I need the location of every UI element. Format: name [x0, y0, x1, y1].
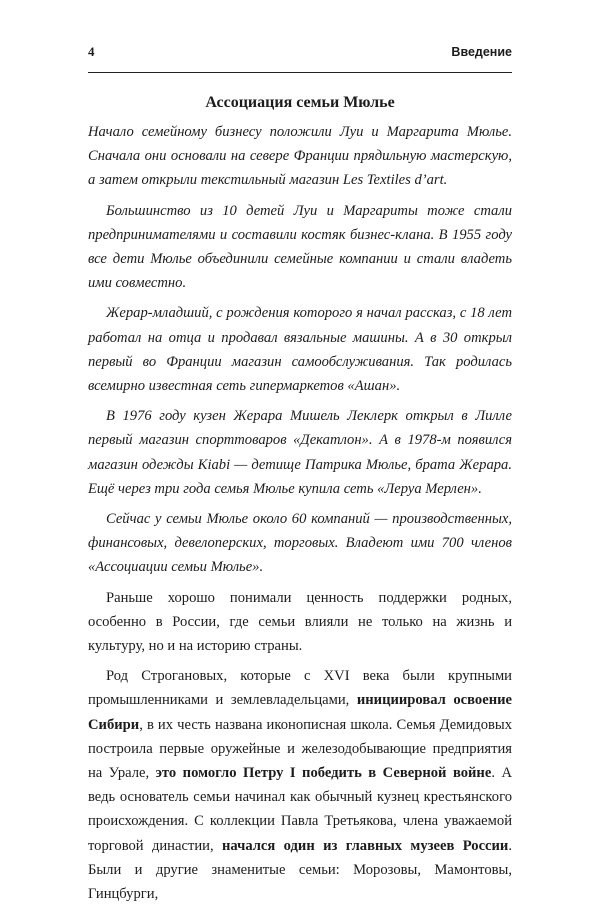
families-bold-1: инициировал освоение Сибири: [88, 692, 512, 733]
italic-paragraph-2: Большинство из 10 детей Луи и Маргариты тоже стали предпринимателями и составили костяк бизнес-клана. В 1955 году все дети Мюлье объединили семейные компании и стали владеть ими совместно.: [88, 202, 512, 292]
italic-paragraph-3: Жерар-младший, с рождения которого я начал рассказ, с 18 лет работал на отца и продавал вязальные машины. А в 30 открыл первый во Франции магазин самообслуживания. Так родилась всемирно известная сеть гипермаркетов «Ашан».: [88, 305, 512, 395]
italic-paragraph-4: В 1976 году кузен Жерара Мишель Леклерк открыл в Лилле первый магазин спорттоваров «Декатлон». А в 1978-м появился магазин одежды Kiabi — детище Патрика Мюлье, брата Жерара. Ещё через три года семья Мюлье купила сеть «Леруа Мерлен».: [88, 408, 512, 497]
page-number: 4: [88, 44, 95, 59]
running-header: [88, 44, 512, 60]
italic-paragraph-1: Начало семейному бизнесу положили Луи и Маргарита Мюлье. Сначала они основали на севере Франции прядильную мастерскую, а затем открыли текстильный магазин Les Textiles d’art.: [88, 124, 512, 189]
families-text-1: Род Строгановых, которые с XVI века были крупными промышленниками и землевладельцами,: [88, 668, 512, 709]
section-title: Введение: [451, 45, 512, 59]
article-title: Ассоциация семьи Мюлье: [205, 94, 395, 111]
families-text-2: , в их честь названа иконописная школа. Семья Демидовых построила первые оружейные и железодобывающие предприятия на Урале,: [88, 716, 512, 782]
italic-paragraph-5: Сейчас у семьи Мюлье около 60 компаний — производственных, финансовых, девелоперских, торговых. Владеют ими 700 членов «Ассоциации семьи Мюлье».: [88, 511, 512, 576]
families-text-4: . Были и другие знаменитые семьи: Морозовы, Мамонтовы, Гинцбурги,: [88, 837, 512, 903]
families-bold-3: начался один из главных музеев России: [221, 837, 509, 854]
families-text-3: . А ведь основатель семьи начинал как обычный кузнец крестьянского происхождения. С коллекции Павла Третьякова, члена уважаемой торговой династии,: [88, 765, 512, 854]
page-body: [88, 92, 512, 912]
paragraph-families: [88, 664, 512, 906]
paragraph-russia: Раньше хорошо понимали ценность поддержки родных, особенно в России, где семьи влияли не только на жизнь и культуру, но и на историю страны.: [88, 589, 512, 655]
header-rule: [88, 72, 512, 73]
families-bold-2: это помогло Петру I победить в Северной войне: [155, 765, 492, 782]
